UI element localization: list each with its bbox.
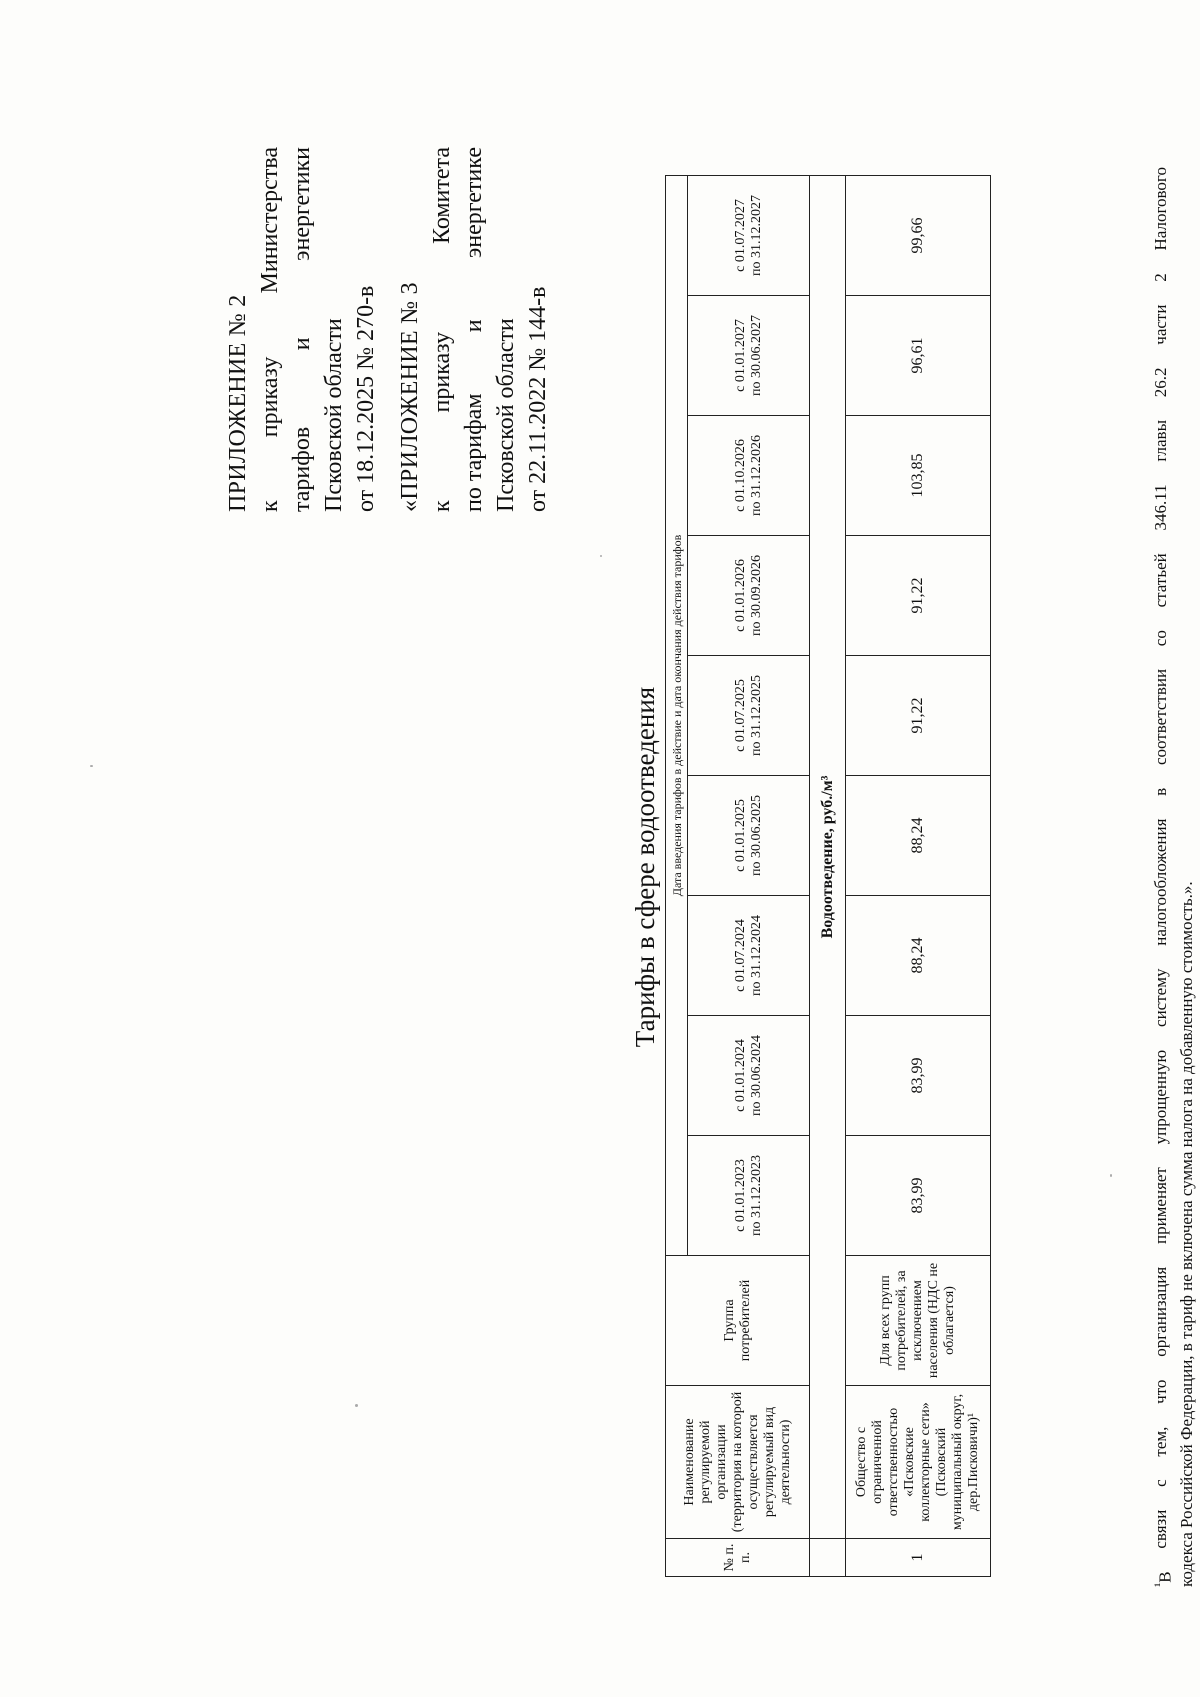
appendix-original-title: «ПРИЛОЖЕНИЕ № 3 xyxy=(397,282,423,512)
col-group-header: Группа потребителей xyxy=(666,1256,810,1386)
col-org-header: Наименование регулируемой организации (территория на которой осуществляется регулируемый вид деятельности) xyxy=(666,1386,810,1539)
row-value: 96,61 xyxy=(846,296,991,416)
appendix-original-header xyxy=(394,147,554,512)
scan-speck xyxy=(90,765,93,767)
appendix-original-line3: по тарифам и энергетике xyxy=(461,147,487,512)
appendix-current-line4: Псковской области xyxy=(321,318,347,512)
row-num: 1 xyxy=(846,1539,991,1577)
row-group: Для всех групп потребителей, за исключением населения (НДС не облагается) xyxy=(846,1256,991,1386)
row-value: 91,22 xyxy=(846,656,991,776)
scan-speck xyxy=(355,1404,358,1407)
period-cell: с 01.01.2024 по 30.06.2024 xyxy=(688,1016,810,1136)
appendix-current-title: ПРИЛОЖЕНИЕ № 2 xyxy=(225,294,251,512)
row-value: 88,24 xyxy=(846,896,991,1016)
row-value: 103,85 xyxy=(846,416,991,536)
row-value: 83,99 xyxy=(846,1016,991,1136)
scan-speck xyxy=(1110,1174,1112,1177)
period-cell: с 01.01.2026 по 30.09.2026 xyxy=(688,536,810,656)
period-cell: с 01.01.2027 по 30.06.2027 xyxy=(688,296,810,416)
period-cell: с 01.10.2026 по 31.12.2026 xyxy=(688,416,810,536)
appendix-current-line2: к приказу Министерства xyxy=(257,147,283,512)
period-cell: с 01.07.2025 по 31.12.2025 xyxy=(688,656,810,776)
row-org: Общество с ограниченной ответственностью «Псковские коллекторные сети» (Псковский муниципальный округ, дер.Писковичи)¹ xyxy=(846,1386,991,1539)
appendix-current-line5: от 18.12.2025 № 270-в xyxy=(353,285,379,512)
row-value: 91,22 xyxy=(846,536,991,656)
col-num-header: № п. п. xyxy=(666,1539,810,1577)
row-value: 83,99 xyxy=(846,1136,991,1256)
period-cell: с 01.01.2023 по 31.12.2023 xyxy=(688,1136,810,1256)
appendix-original-line5: от 22.11.2022 № 144-в xyxy=(525,286,551,512)
appendix-current-line3: тарифов и энергетики xyxy=(289,147,315,512)
period-cell: с 01.01.2025 по 30.06.2025 xyxy=(688,776,810,896)
table-row xyxy=(846,176,991,1577)
period-cell: с 01.07.2027 по 31.12.2027 xyxy=(688,176,810,296)
dates-header: Дата введения тарифов в действие и дата окончания действия тарифов xyxy=(666,176,688,1256)
footnote-mark: ¹ xyxy=(1152,1582,1168,1587)
scan-speck xyxy=(600,555,602,557)
row-value: 88,24 xyxy=(846,776,991,896)
table-title: Тарифы в сфере водоотведения xyxy=(630,686,660,1048)
footnote xyxy=(1150,167,1197,1587)
appendix-current-header xyxy=(222,147,382,512)
footnote-line1: $^{^1}$В связи с тем, что организация применяет упрощенную систему налогообложения в соответствии со статьей 346.11 главы 26.2 части 2 Налогового xyxy=(1151,167,1175,1587)
appendix-original-line4: Псковской области xyxy=(493,318,519,512)
section-title: Водоотведение, руб./м³ xyxy=(810,176,846,1539)
appendix-original-line2: к приказу Комитета xyxy=(429,147,455,512)
row-value: 99,66 xyxy=(846,176,991,296)
footnote-line2: кодекса Российской Федерации, в тариф не включена сумма налога на добавленную стоимость.». xyxy=(1176,881,1196,1587)
period-cell: с 01.07.2024 по 31.12.2024 xyxy=(688,896,810,1016)
tariff-table xyxy=(665,175,991,1577)
